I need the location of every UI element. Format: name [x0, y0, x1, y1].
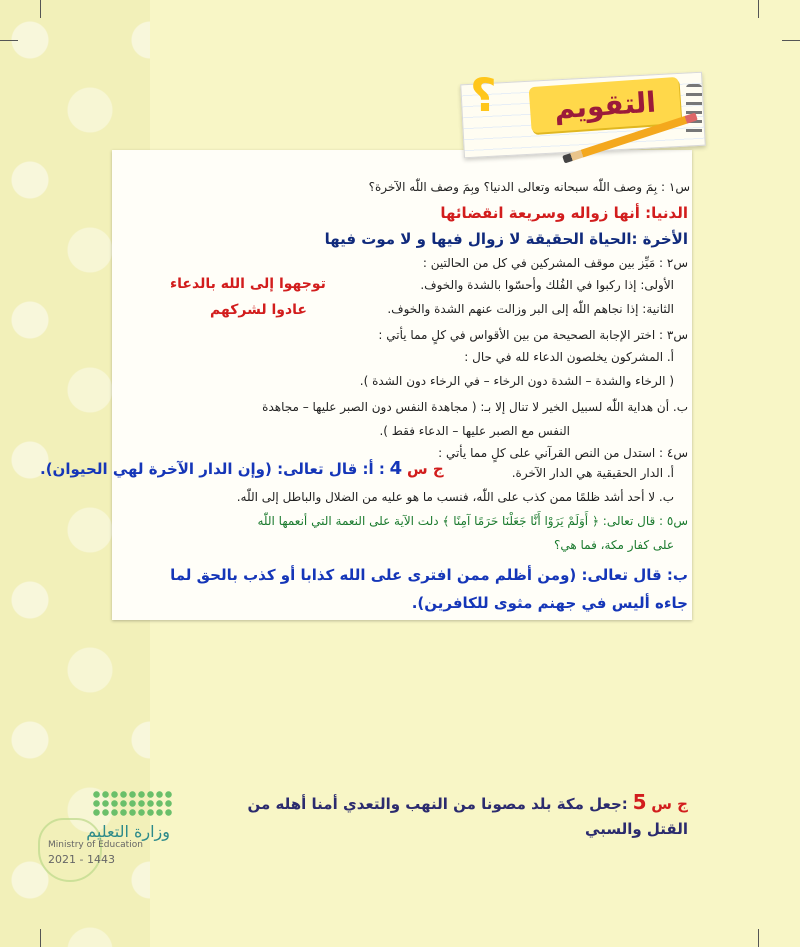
crop-mark [758, 0, 759, 18]
crop-mark [0, 40, 18, 41]
question-3: س٣ : اختر الإجابة الصحيحة من بين الأقواس في كلٍ مما يأتي : [378, 328, 688, 342]
answer-1-dunya: الدنيا: أنها زواله وسريعة انقضائها [440, 204, 688, 222]
question-4: س٤ : استدل من النص القرآني على كلٍ مما يأتي : [438, 446, 688, 460]
answer-2-first: توجهوا إلى الله بالدعاء [170, 276, 326, 292]
question-3-a-options: ( الرخاء والشدة – الشدة دون الرخاء – في الرخاء دون الشدة ). [359, 374, 674, 388]
answer-4-b-line-2: جاءه أليس في جهنم مثوى للكافرين). [411, 594, 688, 612]
answer-4-text: : أ: قال تعالى: (وإن الدار الآخرة لهي الحيوان). [40, 460, 385, 478]
question-3-a: أ. المشركون يخلصون الدعاء لله في حال : [464, 350, 674, 364]
logo-arabic-text: وزارة التعليم [86, 822, 170, 841]
question-3-b: ب. أن هداية اللّٰه لسبيل الخير لا تنال إلا بـ: ( مجاهدة النفس دون الصبر عليها – مجاهدة [262, 400, 688, 414]
crop-mark [758, 929, 759, 947]
crop-mark [40, 0, 41, 18]
palm-dots-icon [92, 790, 172, 818]
answer-5-text: :جعل مكة بلد مصونا من النهب والتعدي أمنا أهله من [247, 795, 628, 813]
answer-4-prefix: ج س [406, 460, 444, 478]
answer-2-second: عادوا لشركهم [210, 302, 307, 318]
answer-4-a [40, 458, 444, 479]
logo-year: 2021 - 1443 [48, 853, 115, 866]
answer-1-akhira: الأخرة :الحياة الحقيقة لا زوال فيها و لا موت فيها [324, 230, 688, 248]
answer-5-line-2: القتل والسبي [585, 820, 688, 838]
answer-4-b-line-1: ب: قال تعالى: (ومن أظلم ممن افترى على الله كذابا أو كذب بالحق لما [170, 566, 688, 584]
answer-4-number: 4 [389, 458, 403, 479]
question-5: س٥ : قال تعالى: ﴿ أَوَلَمْ يَرَوْا أَنَّا جَعَلْنَا حَرَمًا آمِنًا ﴾ دلت الآية على النعمة التي أنعمها اللّٰه [257, 514, 688, 528]
crop-mark [40, 929, 41, 947]
ministry-logo [30, 790, 170, 880]
crop-mark [782, 40, 800, 41]
answer-5-line-1 [248, 790, 688, 814]
question-mark-icon: ؟ [470, 68, 497, 122]
logo-english-text: Ministry of Education [48, 840, 143, 850]
question-2-second: الثانية: إذا نجاهم اللّٰه إلى البر وزالت عنهم الشدة والخوف. [387, 302, 674, 316]
question-2-first: الأولى: إذا ركبوا في الفُلك وأحسّوا بالشدة والخوف. [420, 278, 674, 292]
question-4-a: أ. الدار الحقيقية هي الدار الآخرة. [511, 466, 674, 480]
answer-5-prefix: ج س [651, 795, 688, 813]
question-3-b-continued: النفس مع الصبر عليها – الدعاء فقط ). [379, 424, 570, 438]
question-4-b: ب. لا أحد أشد ظلمًا ممن كذب على اللّٰه، فنسب ما هو عليه من الضلال والباطل إلى اللّٰه. [236, 490, 674, 504]
question-2: س٢ : مَيِّز بين موقف المشركين في كل من الحالتين : [422, 256, 688, 270]
page-title: التقويم [529, 77, 682, 133]
spiral-binding [686, 84, 702, 138]
question-5-continued: على كفار مكة، فما هي؟ [553, 538, 674, 552]
answer-5-number: 5 [632, 790, 647, 814]
question-1: س١ : بِمَ وصف اللّٰه سبحانه وتعالى الدنيا؟ وبِمَ وصف اللّٰه الآخرة؟ [368, 180, 690, 194]
